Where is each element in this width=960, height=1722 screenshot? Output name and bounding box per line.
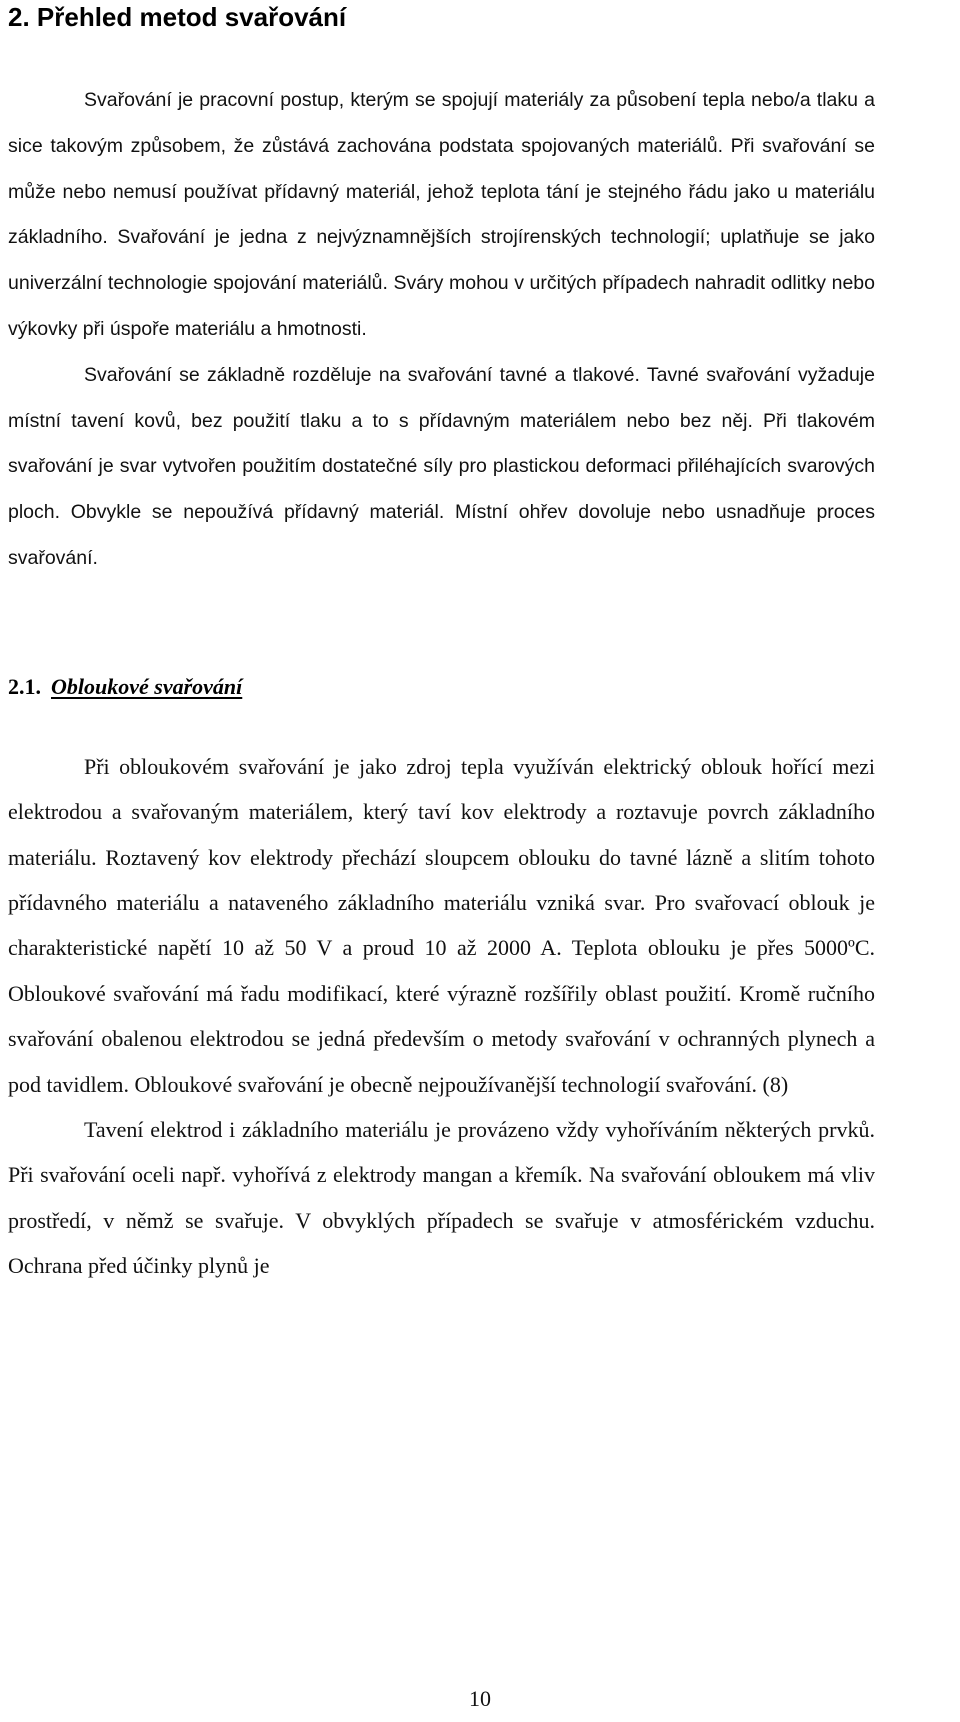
section-number: 2.1.	[8, 673, 41, 699]
intro-paragraph-2: Svařování se základně rozděluje na svařování tavné a tlakové. Tavné svařování vyžaduje místní tavení kovů, bez použití tlaku a to s přídavným materiálem nebo bez něj. Při tlakovém svařování je svar vytvořen použitím dostatečné síly pro plastickou deformaci přiléhajících svarových ploch. Obvykle se nepoužívá přídavný materiál. Místní ohřev dovoluje nebo usnadňuje proces svařování.	[8, 363, 875, 569]
section-paragraph-1: Při obloukovém svařování je jako zdroj tepla využíván elektrický oblouk hořící mezi elektrodou a svařovaným materiálem, který taví kov elektrody a roztavuje povrch základního materiálu. Roztavený kov elektrody přechází sloupcem oblouku do tavné lázně a slitím tohoto přídavného materiálu a nataveného základního materiálu vzniká svar. Pro svařovací oblouk je charakteristické napětí 10 až 50 V a proud 10 až 2000 A. Teplota oblouku je přes 5000ºC. Obloukové svařování má řadu modifikací, které výrazně rozšířily oblast použití. Kromě ručního svařování obalenou elektrodou se jedná především o metody svařování v ochranných plynech a pod tavidlem. Obloukové svařování je obecně nejpoužívanější technologií svařování. (8)	[8, 753, 875, 1097]
document-page	[8, 0, 875, 1289]
section-title: Obloukové svařování	[51, 673, 243, 699]
page-number: 10	[469, 1686, 491, 1711]
section-paragraph-2: Tavení elektrod i základního materiálu je provázeno vždy vyhoříváním některých prvků. Při svařování oceli např. vyhořívá z elektrody mangan a křemík. Na svařování obloukem má vliv prostředí, v němž se svařuje. V obvyklých případech se svařuje v atmosférickém vzduchu. Ochrana před účinky plynů je	[8, 1117, 875, 1279]
chapter-title: 2. Přehled metod svařování	[8, 2, 347, 32]
section-heading	[8, 664, 875, 710]
intro-paragraph-1: Svařování je pracovní postup, kterým se spojují materiály za působení tepla nebo/a tlaku a sice takovým způsobem, že zůstává zachována podstata spojovaných materiálů. Při svařování se může nebo nemusí používat přídavný materiál, jehož teplota tání je stejného řádu jako u materiálu základního. Svařování je jedna z nejvýznamnějších strojírenských technologií; uplatňuje se jako univerzální technologie spojování materiálů. Sváry mohou v určitých případech nahradit odlitky nebo výkovky při úspoře materiálu a hmotnosti.	[8, 89, 875, 340]
